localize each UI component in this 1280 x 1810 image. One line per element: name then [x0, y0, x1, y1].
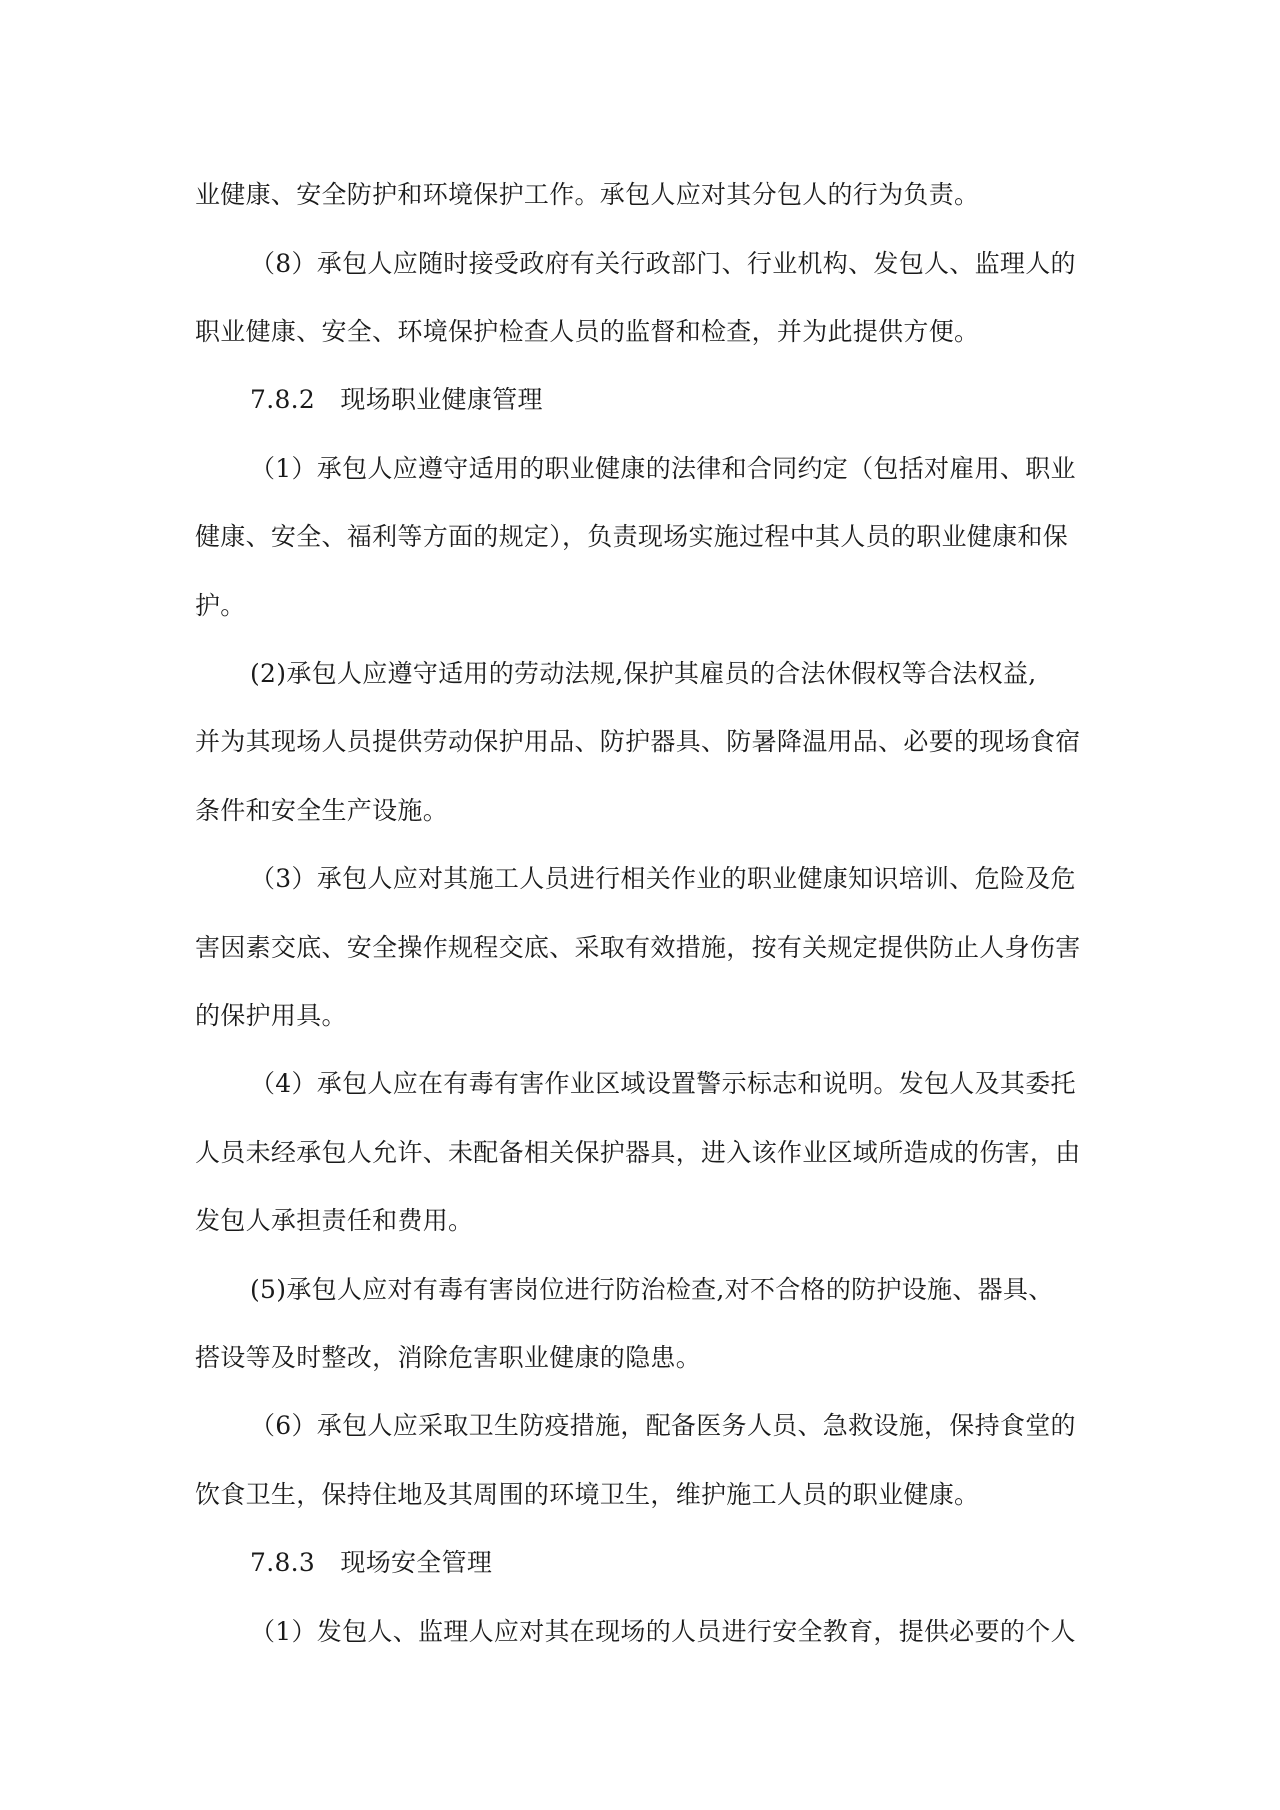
paragraph-1-line-1: （1）发包人、监理人应对其在现场的人员进行安全教育，提供必要的个人	[250, 1617, 1076, 1646]
body-text-line: 发包人承担责任和费用。	[195, 1206, 474, 1235]
paragraph-2-line-1: (2)承包人应遵守适用的劳动法规,保护其雇员的合法休假权等合法权益,	[250, 659, 1037, 688]
paragraph-4-line-1: （4）承包人应在有毒有害作业区域设置警示标志和说明。发包人及其委托	[250, 1069, 1076, 1098]
body-text-line: 害因素交底、安全操作规程交底、采取有效措施，按有关规定提供防止人身伤害	[195, 933, 1081, 962]
paragraph-1-line-1: （1）承包人应遵守适用的职业健康的法律和合同约定（包括对雇用、职业	[250, 454, 1076, 483]
body-text-line: 并为其现场人员提供劳动保护用品、防护器具、防暑降温用品、必要的现场食宿	[195, 727, 1081, 756]
paragraph-8-line-1: （8）承包人应随时接受政府有关行政部门、行业机构、发包人、监理人的	[250, 249, 1076, 278]
paragraph-3-line-1: （3）承包人应对其施工人员进行相关作业的职业健康知识培训、危险及危	[250, 864, 1076, 893]
body-text-line: 业健康、安全防护和环境保护工作。承包人应对其分包人的行为负责。	[195, 180, 980, 209]
paragraph-5-line-1: (5)承包人应对有毒有害岗位进行防治检查,对不合格的防护设施、器具、	[250, 1275, 1054, 1304]
body-text-line: 饮食卫生，保持住地及其周围的环境卫生，维护施工人员的职业健康。	[195, 1480, 980, 1509]
paragraph-6-line-1: （6）承包人应采取卫生防疫措施，配备医务人员、急救设施，保持食堂的	[250, 1411, 1076, 1440]
body-text-line: 人员未经承包人允许、未配备相关保护器具，进入该作业区域所造成的伤害，由	[195, 1138, 1081, 1167]
body-text-line: 健康、安全、福利等方面的规定），负责现场实施过程中其人员的职业健康和保	[195, 522, 1069, 551]
body-text-line: 的保护用具。	[195, 1001, 347, 1030]
body-text-line: 职业健康、安全、环境保护检查人员的监督和检查，并为此提供方便。	[195, 317, 980, 346]
body-text-line: 条件和安全生产设施。	[195, 796, 449, 825]
body-text-line: 搭设等及时整改，消除危害职业健康的隐患。	[195, 1343, 702, 1372]
section-heading-7-8-2: 7.8.2 现场职业健康管理	[250, 385, 543, 414]
body-text-line: 护。	[195, 591, 246, 620]
section-heading-7-8-3: 7.8.3 现场安全管理	[250, 1548, 493, 1577]
